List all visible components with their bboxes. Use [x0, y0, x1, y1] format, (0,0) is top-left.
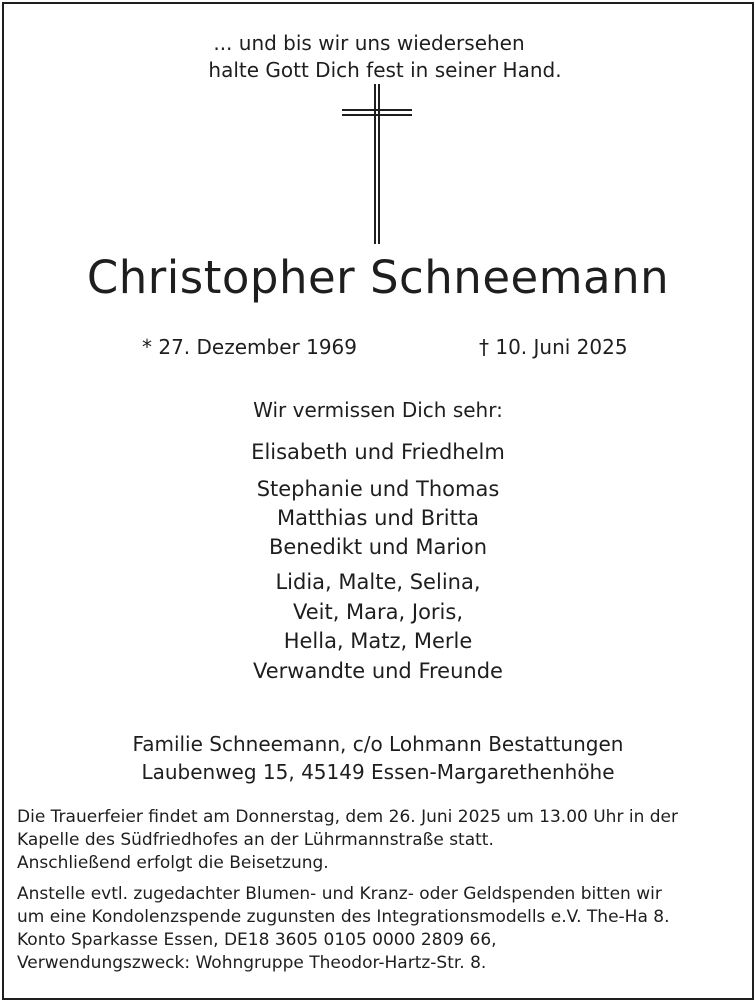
mourners-group-3	[0, 568, 756, 686]
funeral-notice	[17, 806, 745, 875]
birth-date: * 27. Dezember 1969	[142, 335, 357, 359]
notice-line: Anschließend erfolgt die Beisetzung.	[17, 853, 329, 873]
mourner-line: Matthias und Britta	[277, 506, 479, 530]
address-line: Laubenweg 15, 45149 Essen-Margarethenhöhe	[141, 760, 615, 784]
death-date: † 10. Juni 2025	[479, 335, 628, 359]
donation-notice	[17, 883, 745, 975]
mourner-line: Veit, Mara, Joris,	[292, 599, 464, 624]
notice-line: Die Trauerfeier findet am Donnerstag, dem 26. Juni 2025 um 13.00 Uhr in der	[17, 807, 678, 827]
cross-icon	[340, 84, 414, 244]
family-address	[0, 730, 756, 786]
mourning-intro: Wir vermissen Dich sehr:	[253, 398, 503, 422]
motto-line: ... und bis wir uns wiedersehen	[213, 31, 525, 55]
address-line: Familie Schneemann, c/o Lohmann Bestattungen	[132, 732, 624, 756]
mourner-line: Lidia, Malte, Selina,	[275, 570, 481, 594]
notice-line: Konto Sparkasse Essen, DE18 3605 0105 0000 2809 66,	[17, 930, 497, 950]
mourner-line: Elisabeth und Friedhelm	[251, 440, 505, 464]
mourner-line: Stephanie und Thomas	[256, 477, 500, 501]
mourners-group-2	[0, 475, 756, 562]
mourners-group-1	[0, 437, 756, 467]
mourner-line: Verwandte und Freunde	[253, 658, 503, 683]
motto-verse	[0, 30, 756, 84]
notice-line: Anstelle evtl. zugedachter Blumen- und Kranz- oder Geldspenden bitten wir	[17, 884, 662, 904]
notice-line: um eine Kondolenzspende zugunsten des Integrationsmodells e.V. The-Ha 8.	[17, 907, 670, 927]
deceased-name: Christopher Schneemann	[86, 251, 670, 304]
motto-line: halte Gott Dich fest in seiner Hand.	[208, 58, 562, 82]
mourner-line: Hella, Matz, Merle	[283, 629, 473, 653]
mourner-line: Benedikt und Marion	[268, 535, 488, 559]
notice-line: Kapelle des Südfriedhofes an der Lührmannstraße statt.	[17, 830, 494, 850]
notice-line: Verwendungszweck: Wohngruppe Theodor-Hartz-Str. 8.	[17, 953, 487, 973]
